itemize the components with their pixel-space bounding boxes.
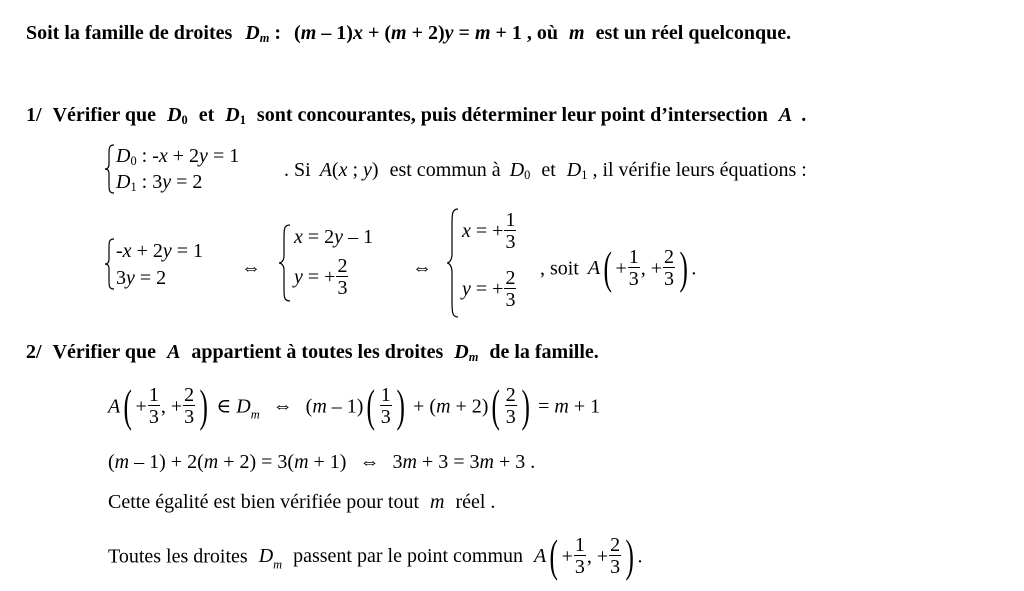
expr: + 2) <box>450 395 489 418</box>
expr: + 1 <box>568 395 601 418</box>
fraction-two-thirds <box>336 256 348 298</box>
denominator: 3 <box>574 556 585 579</box>
line-D1: D <box>225 104 240 126</box>
intro-text-end: est un réel quelconque. <box>595 22 792 44</box>
expr: = 2 <box>134 267 167 289</box>
question-number: 1/ <box>26 104 42 126</box>
family-subscript: m <box>259 31 270 46</box>
paren: ( <box>294 22 301 44</box>
question-text: appartient à toutes les droites <box>191 341 444 363</box>
var-m: m <box>569 22 585 44</box>
var-x: x <box>158 145 168 167</box>
conjunction: et <box>541 159 556 181</box>
family-symbol: D <box>258 545 274 568</box>
left-brace <box>278 224 292 302</box>
var-m: m <box>312 395 327 418</box>
var-m: m <box>474 22 491 44</box>
point-A: A <box>167 341 181 363</box>
denominator: 3 <box>380 406 391 429</box>
var-y: y <box>294 266 303 288</box>
left-paren: ( <box>123 380 133 432</box>
question-text: Vérifier que <box>52 341 157 363</box>
left-paren: ( <box>491 380 501 432</box>
expr: = 1 <box>171 240 204 262</box>
element-of-symbol: ∈ <box>216 395 232 418</box>
system-line-2 <box>116 268 166 288</box>
system-line-1 <box>294 227 373 247</box>
var-y: y <box>444 22 454 44</box>
point-A: A <box>534 545 547 568</box>
right-paren: ) <box>199 380 208 432</box>
var-m: m <box>294 451 309 473</box>
plus-sign: + <box>135 395 147 418</box>
period: . <box>691 257 697 280</box>
comma: , <box>640 257 651 280</box>
var-y: y <box>334 226 344 248</box>
expr: : 3 <box>136 171 163 193</box>
question-text: Vérifier que <box>52 104 157 126</box>
expr: + ( <box>408 395 437 418</box>
var-D: D <box>116 171 131 193</box>
var-m: m <box>430 491 445 513</box>
numerator: 1 <box>380 384 391 407</box>
line-D1: D <box>566 159 582 181</box>
var-x: x <box>294 226 303 248</box>
expr: = 2 <box>171 171 203 193</box>
question-text: sont concourantes, puis déterminer leur point d’intersection <box>256 104 768 126</box>
fraction-two-thirds <box>609 535 621 577</box>
text: Cette égalité est bien vérifiée pour tout <box>108 491 419 513</box>
denominator: 3 <box>505 406 516 429</box>
result-point-A <box>540 242 697 294</box>
text: , il vérifie leurs équations : <box>592 159 807 181</box>
system-solve-1 <box>104 238 234 292</box>
equivalence-arrow: ⇔ <box>272 395 293 418</box>
expr: + 2 <box>131 240 163 262</box>
membership-equation <box>108 380 601 432</box>
plus-sign: + <box>615 257 627 280</box>
fraction-one-third <box>574 535 586 577</box>
question-number: 2/ <box>26 341 42 363</box>
text: passent par le point commun <box>293 545 524 568</box>
expr: + 3 . <box>493 451 536 473</box>
var-m: m <box>391 22 407 44</box>
subscript: 0 <box>524 168 531 183</box>
denominator: 3 <box>505 289 516 311</box>
expr: = 2 <box>302 226 335 248</box>
expr: 3 <box>116 267 126 289</box>
equivalence-arrow: ⇔ <box>412 257 432 279</box>
expr: ; <box>347 159 364 181</box>
text: Toutes les droites <box>108 545 248 568</box>
denominator: 3 <box>628 268 639 291</box>
comma: , <box>160 395 171 418</box>
text: est commun à <box>389 159 501 181</box>
numerator: 1 <box>574 534 585 557</box>
left-brace <box>104 238 116 290</box>
comma: , <box>586 545 597 568</box>
system-line-1 <box>462 210 517 252</box>
plus-sign: + <box>650 257 663 280</box>
var-y: y <box>363 159 372 181</box>
question-text: de la famille. <box>489 341 599 363</box>
subscript: 0 <box>130 154 137 169</box>
expr: + 2 <box>167 145 200 167</box>
var-m: m <box>203 451 219 473</box>
numerator: 1 <box>628 246 639 269</box>
var-m: m <box>300 22 317 44</box>
colon: : <box>274 22 282 44</box>
equivalence-arrow: ⇔ <box>359 451 380 473</box>
var-m: m <box>436 395 451 418</box>
family-subscript: m <box>250 407 260 422</box>
expr: – 1) + 2( <box>129 451 204 473</box>
var-m: m <box>402 451 417 473</box>
subscript: 1 <box>239 113 246 128</box>
conjunction: et <box>198 104 215 126</box>
denominator: 3 <box>337 277 348 299</box>
line-D0: D <box>509 159 525 181</box>
denominator: 3 <box>148 406 159 429</box>
period: . <box>801 104 807 126</box>
right-paren: ) <box>679 242 688 294</box>
numerator: 2 <box>664 246 675 269</box>
right-paren: ) <box>521 380 530 432</box>
fraction-one-third <box>148 385 160 427</box>
expr: + 1) <box>308 451 347 473</box>
expr: – 1) <box>326 395 364 418</box>
fraction-one-third <box>504 210 516 252</box>
numerator: 1 <box>148 384 159 407</box>
var-x: x <box>122 240 132 262</box>
expr: + 3 = 3 <box>416 451 480 473</box>
point-A: A <box>778 104 793 126</box>
denominator: 3 <box>664 268 675 291</box>
intro-text: Soit la famille de droites <box>26 22 233 44</box>
paren: ( <box>305 395 313 418</box>
expr: = + <box>470 278 504 300</box>
expr: = + <box>302 266 336 288</box>
period: . <box>637 545 643 568</box>
question-1 <box>26 104 807 128</box>
var-D: D <box>116 145 131 167</box>
var-m: m <box>114 451 130 473</box>
expr: + 2) = 3( <box>218 451 295 473</box>
expr: = <box>533 395 555 418</box>
right-paren: ) <box>396 380 405 432</box>
var-y: y <box>126 267 135 289</box>
right-paren: ) <box>625 530 635 582</box>
subscript: 1 <box>130 180 137 195</box>
system-line-1 <box>116 241 203 261</box>
left-paren: ( <box>603 242 613 294</box>
system-line-2 <box>116 171 203 195</box>
point-A: A <box>108 395 121 418</box>
var-x: x <box>352 22 363 44</box>
expr: : - <box>136 145 159 167</box>
system-line-2 <box>294 256 349 298</box>
equivalence-arrow: ⇔ <box>241 257 261 279</box>
numerator: 2 <box>505 267 516 289</box>
numerator: 2 <box>610 534 621 557</box>
plus-sign: + <box>561 545 573 568</box>
numerator: 2 <box>337 255 348 277</box>
plus-sign: + <box>596 545 609 568</box>
point-A: A <box>319 159 332 181</box>
expr: + ( <box>362 22 392 44</box>
intro-line <box>26 22 792 46</box>
expr: ( <box>108 451 115 473</box>
paren: ) <box>371 159 379 181</box>
question-2 <box>26 341 599 365</box>
fraction-two-thirds <box>663 247 675 289</box>
var-x: x <box>462 220 471 242</box>
var-x: x <box>338 159 348 181</box>
text: . Si <box>284 159 311 181</box>
numerator: 1 <box>505 209 516 231</box>
numerator: 2 <box>184 384 195 407</box>
expansion-equation <box>108 452 535 472</box>
expr: – 1) <box>316 22 353 44</box>
expr: + 2) <box>406 22 445 44</box>
text: réel . <box>455 491 496 513</box>
expr: - <box>116 240 123 262</box>
family-symbol: D <box>236 395 251 418</box>
fraction-one-third <box>628 247 640 289</box>
expr: 3 <box>392 451 403 473</box>
var-y: y <box>162 240 172 262</box>
left-brace <box>104 144 116 194</box>
conclusion-line-1 <box>108 492 495 512</box>
point-A: A <box>587 257 601 280</box>
expr: = <box>453 22 475 44</box>
family-subscript: m <box>273 557 283 572</box>
paren: ( <box>331 159 339 181</box>
expr: = + <box>470 220 504 242</box>
family-symbol: D <box>245 22 260 44</box>
family-symbol: D <box>454 341 469 363</box>
system-line-1 <box>116 145 240 169</box>
system-d0-d1 <box>104 144 294 196</box>
line-D0: D <box>167 104 182 126</box>
plus-sign: + <box>170 395 183 418</box>
denominator: 3 <box>610 556 621 579</box>
var-m: m <box>479 451 494 473</box>
left-paren: ( <box>549 530 559 582</box>
var-y: y <box>199 145 208 167</box>
conclusion-line-2 <box>108 530 643 582</box>
expr: + 1 , où <box>490 22 559 44</box>
subscript: 0 <box>181 113 188 128</box>
fraction-two-thirds <box>183 385 195 427</box>
fraction-two-thirds <box>505 385 517 427</box>
text: , soit <box>540 257 579 280</box>
denominator: 3 <box>184 406 195 429</box>
expr: = 1 <box>207 145 240 167</box>
numerator: 2 <box>505 384 516 407</box>
system-line-2 <box>462 268 517 310</box>
family-subscript: m <box>468 350 479 365</box>
fraction-two-thirds <box>504 268 516 310</box>
left-brace <box>446 208 460 318</box>
subscript: 1 <box>581 168 588 183</box>
fraction-one-third <box>380 385 392 427</box>
sentence-common-point <box>284 159 807 183</box>
var-y: y <box>162 171 172 193</box>
var-y: y <box>462 278 471 300</box>
denominator: 3 <box>505 231 516 253</box>
system-solve-3 <box>446 208 546 320</box>
left-paren: ( <box>366 380 376 432</box>
expr: – 1 <box>343 226 374 248</box>
system-solve-2 <box>278 224 408 304</box>
var-m: m <box>554 395 569 418</box>
